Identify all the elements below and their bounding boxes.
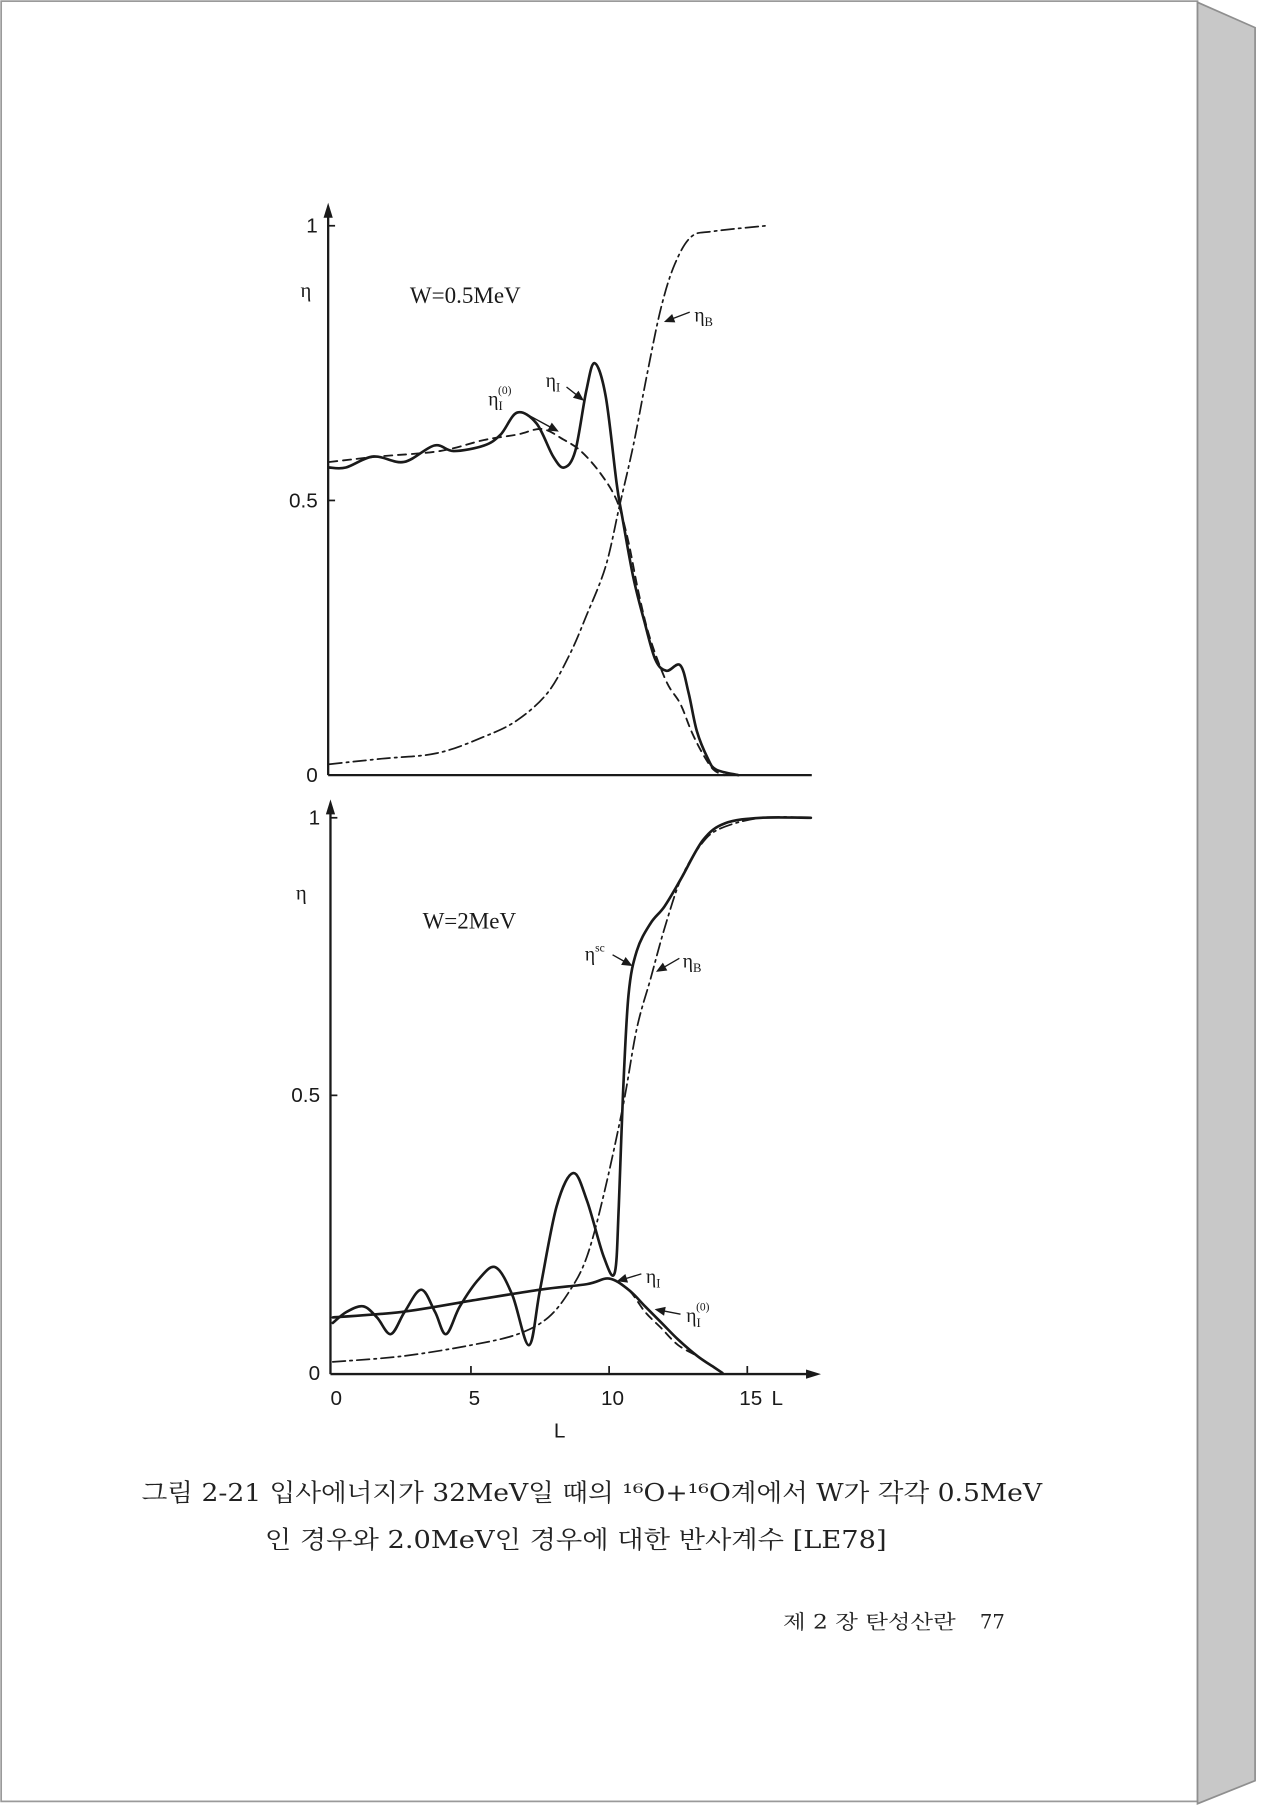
annotation-w-value: W=2MeV [422, 907, 517, 934]
x-axis-end-label: L [771, 1387, 784, 1411]
label-superscript: (0) [696, 1301, 710, 1314]
label-base: η [645, 1267, 657, 1289]
annotation-w-value: W=0.5MeV [409, 281, 521, 308]
y-tick-label: 0.5 [291, 1084, 321, 1108]
y-tick-label: 0.5 [288, 489, 318, 513]
label-base: η [488, 389, 499, 411]
x-tick-label: 5 [468, 1387, 481, 1411]
label-superscript: sc [595, 942, 605, 955]
chapter-title: 제 2 장 탄성산란 [782, 1610, 956, 1634]
page-number: 77 [979, 1610, 1005, 1634]
label-subscript: B [693, 961, 702, 976]
y-tick-label: 0 [308, 1361, 321, 1385]
x-tick-label: 10 [601, 1387, 625, 1411]
figure-caption-line-2: 인 경우와 2.0MeV인 경우에 대한 반사계수 [LE78] [264, 1525, 887, 1555]
label-subscript: I [656, 1276, 661, 1291]
label-base: η [545, 370, 557, 393]
label-base: η [584, 944, 596, 966]
label-subscript: I [556, 380, 561, 395]
label-base: η [682, 951, 694, 973]
x-tick-label: 15 [739, 1387, 763, 1411]
figure-caption-line-1: 그림 2-21 입사에너지가 32MeV일 때의 ¹⁶O+¹⁶O계에서 W가 각각 0.5MeV [141, 1478, 1043, 1507]
label-base: η [694, 305, 705, 327]
y-tick-label: 0 [306, 764, 318, 788]
label-superscript: (0) [498, 384, 512, 397]
x-axis-label: L [553, 1419, 566, 1443]
y-tick-label: 1 [308, 806, 321, 830]
label-base: η [686, 1306, 697, 1328]
y-tick-label: 1 [306, 214, 318, 238]
y-axis-label: η [300, 280, 312, 303]
x-tick-label: 0 [330, 1387, 342, 1411]
y-axis-label: η [295, 882, 307, 905]
label-subscript: I [696, 1315, 701, 1330]
book-edge [1198, 2, 1256, 1803]
label-subscript: I [498, 399, 503, 414]
label-subscript: B [704, 314, 714, 329]
